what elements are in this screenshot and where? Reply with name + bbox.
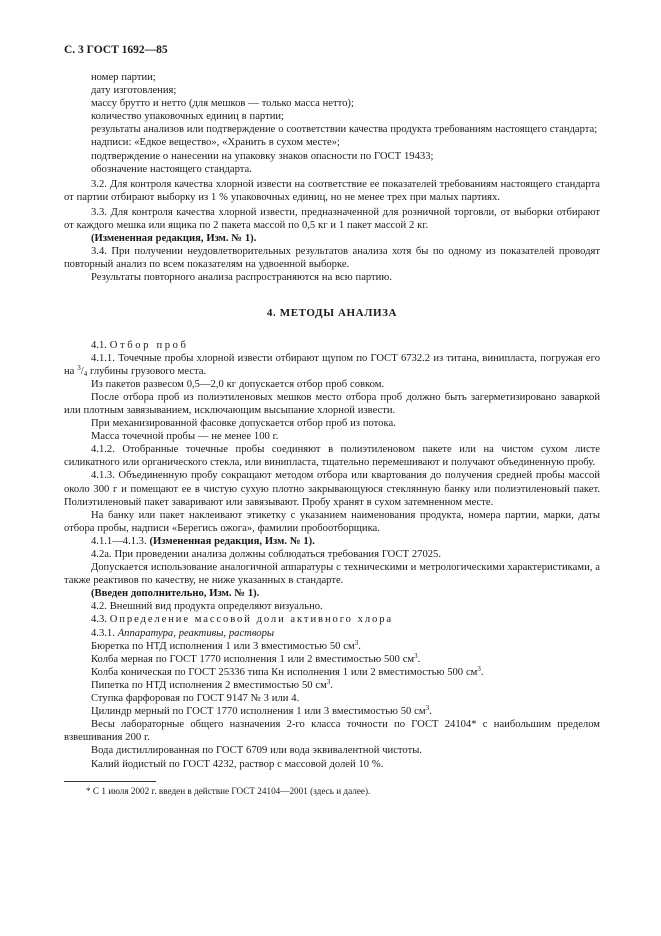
unit-exponent: 3 [354,638,359,647]
list-item: подтверждение о нанесении на упаковку знаков опасности по ГОСТ 19433; [91,150,434,162]
fraction-numerator: 3 [77,363,81,372]
list-item: номер партии; [91,72,156,83]
paragraph: После отбора проб из полиэтиленовых мешков место отбора проб должно быть загерметизировано заваркой или плотным завязыванием, исключающим высыпание хлорной извести. [64,391,600,416]
reagent-item: Калий йодистый по ГОСТ 4232, раствор с массовой долей 10 %. [91,758,384,770]
list-item: обозначение настоящего стандарта. [91,163,252,175]
clause-title: Аппаратура, реактивы, растворы [117,627,275,639]
period: . [417,653,421,665]
amendment-note: (Введен дополнительно, Изм. № 1). [91,588,260,600]
document-page [64,44,600,797]
clause-4-1-3: 4.1.3. Объединенную пробу сокращают методом отбора или квартования до получения средней пробы массой около 300 г и помещают ее в чистую сухую плотно закрывающуюся стеклянную банку или полиэтиленовый пакет. Полиэтиленовый пакет заваривают или завязывают. Пробу хранят в сухом затемненном месте. [64,470,600,508]
clause-4-2: 4.2. Внешний вид продукта определяют визуально. [91,601,323,613]
amendment-note: (Измененная редакция, Изм. № 1). [91,233,257,245]
clause-4-2a: 4.2а. При проведении анализа должны соблюдаться требования ГОСТ 27025. [91,549,441,560]
clause-4-3 [64,613,600,626]
unit-exponent: 3 [326,677,331,686]
reagent-text: Колба коническая по ГОСТ 25336 типа Кн исполнения 1 или 2 вместимостью 500 см [91,666,478,678]
amendment-line [64,535,600,548]
period: . [480,666,484,678]
clause-3-4: 3.4. При получении неудовлетворительных результатов анализа хотя бы по одному из показателей проводят повторный анализ по всем показателям на удвоенной выборке. [64,246,600,271]
clause-4-1-2: 4.1.2. Отобранные точечные пробы соединяют в полиэтиленовом пакете или на чистом сухом листе силикатного или органического стекла, или винипласта, тщательно перемешивают и получают объединенную пробу. [64,444,600,469]
section-title: 4. МЕТОДЫ АНАЛИЗА [266,306,398,319]
list-item: количество упаковочных единиц в партии; [91,111,284,123]
clause-number: 4.3. [91,614,107,626]
reagent-item: Весы лабораторные общего назначения 2-го класса точности по ГОСТ 24104* с наибольшим пределом взвешивания 200 г. [64,719,600,744]
paragraph: Из пакетов развесом 0,5—2,0 кг допускается отбор проб совком. [91,378,385,390]
reagent-text: Бюретка по НТД исполнения 1 или 3 вместимостью 50 см [91,640,355,652]
clause-4-1-1 [64,352,600,378]
clause-number: 4.1. [91,339,107,351]
reagent-item: Ступка фарфоровая по ГОСТ 9147 № 3 или 4. [91,693,300,705]
clause-4-1 [64,339,600,352]
reagent-item [64,653,600,666]
period: . [429,706,432,718]
footnote-divider [64,781,156,782]
period: . [330,679,333,691]
clause-number: 4.3.1. [91,627,115,639]
reagent-item: Вода дистиллированная по ГОСТ 6709 или вода эквивалентной чистоты. [91,745,422,757]
clause-title: Определение массовой доли активного хлора [109,614,394,626]
reagent-text: Колба мерная по ГОСТ 1770 исполнения 1 или 2 вместимостью 500 см [91,653,415,665]
list-item: массу брутто и нетто (для мешков — только масса нетто); [91,98,354,110]
amendment-note: (Измененная редакция, Изм. № 1). [149,535,315,547]
list-item: результаты анализов или подтверждение о соответствии качества продукта требованиям настоящего стандарта; [91,124,598,136]
clause-3-4-b: Результаты повторного анализа распространяются на всю партию. [91,272,392,284]
unit-exponent: 3 [414,651,418,660]
clause-text: 4.1.1. Точечные пробы хлорной извести отбирают щупом по ГОСТ 6732.2 из титана, винипласта, погружая его на [64,352,600,377]
page-header: С. 3 ГОСТ 1692—85 [64,44,168,56]
unit-exponent: 3 [425,704,430,713]
reagent-text: Цилиндр мерный по ГОСТ 1770 исполнения 1 или 3 вместимостью 50 см [91,706,426,718]
paragraph: При механизированной фасовке допускается отбор проб из потока. [91,418,396,430]
clause-title: Отбор проб [109,339,189,351]
list-item: дату изготовления; [91,85,177,97]
paragraph: Допускается использование аналогичной аппаратуры с техническими и метрологическими характеристиками, а также реактивов по качеству, не ниже указанных в стандарте. [64,562,600,587]
unit-exponent: 3 [477,664,481,673]
reagent-item [64,640,600,653]
paragraph: На банку или пакет наклеивают этикетку с указанием наименования продукта, номера партии, марки, даты отбора пробы, надписи «Берегись ожога», фамилии пробоотборщика. [64,509,600,534]
reagent-text: Пипетка по НТД исполнения 2 вместимостью 50 см [91,679,327,691]
clause-4-3-1 [64,627,600,640]
fraction-denominator: 4 [83,369,88,378]
footnote: * С 1 июля 2002 г. введен в действие ГОСТ 24104—2001 (здесь и далее). [86,785,371,796]
clause-3-3: 3.3. Для контроля качества хлорной извести, предназначенной для розничной торговли, от выборки отбирают от каждого мешка или ящика по 2 пакета массой по 0,5 кг и 1 пакет массой 2 кг. [64,206,600,232]
clause-3-2: 3.2. Для контроля качества хлорной извести на соответствие ее показателей требованиям настоящего стандарта от партии отбирают выборку из 1 % упаковочных единиц, но не менее трех при малых партиях. [64,178,600,203]
period: . [358,640,361,652]
list-item: надписи: «Едкое вещество», «Хранить в сухом месте»; [91,137,340,149]
fraction: $^3/_4$ [77,363,88,378]
clause-number: 4.1.1—4.1.3. [91,535,147,547]
reagent-item [64,705,600,718]
paragraph: Масса точечной пробы — не менее 100 г. [91,431,279,443]
reagent-item [64,679,600,692]
reagent-item [64,666,600,679]
clause-text: глубины грузового места. [90,365,207,377]
